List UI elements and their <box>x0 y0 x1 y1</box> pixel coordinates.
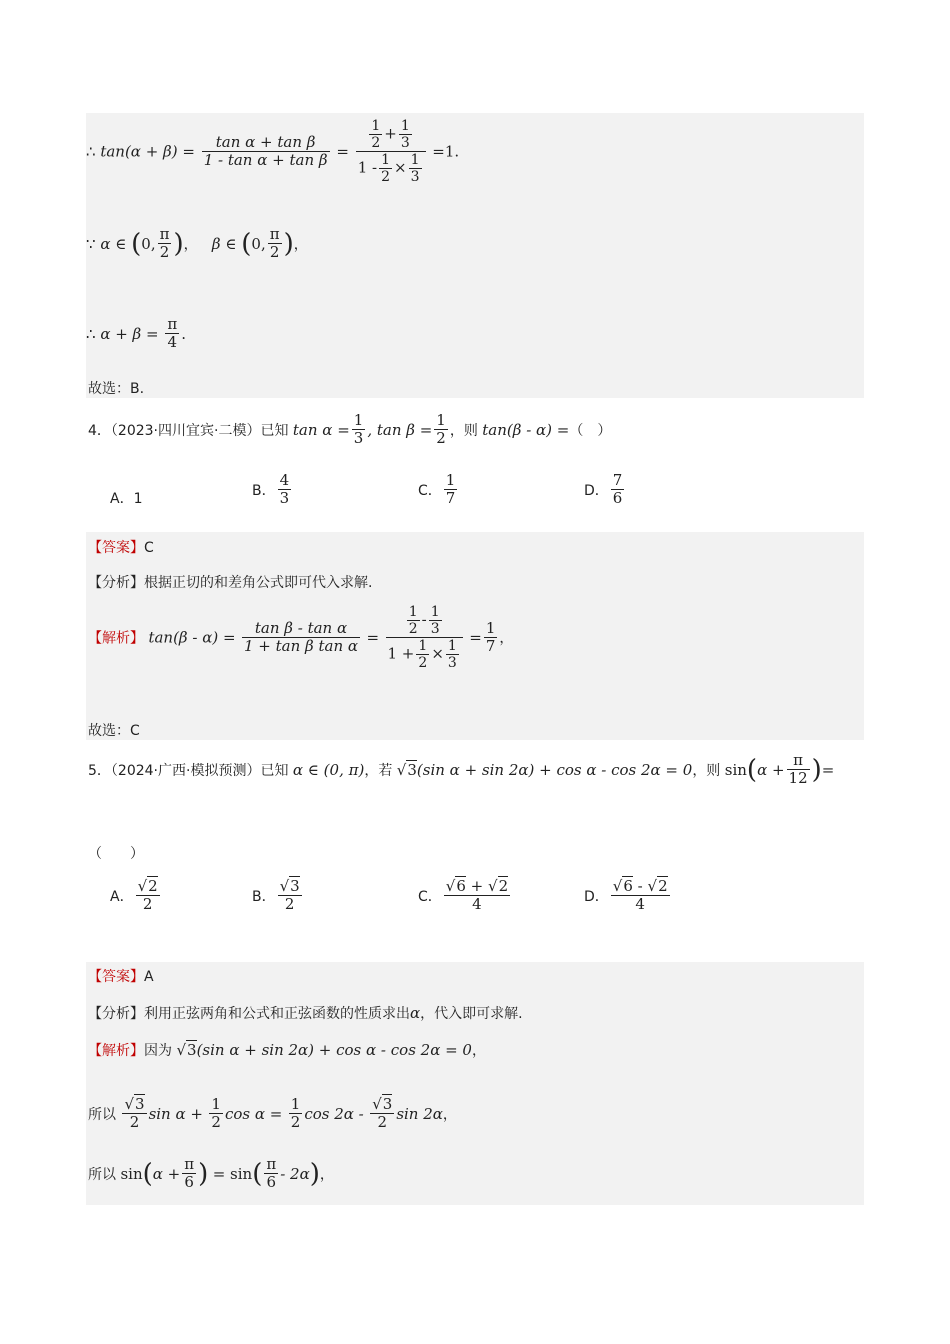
q5-solution-line3: 所以 sin(α + $\frac{\pi}{6}$ ) = sin( $\frac{\pi}{6}$ - 2α)， <box>88 1155 334 1192</box>
q5-answer: 【答案】A <box>88 969 154 985</box>
q5-solution-line1: 【解析】因为 √3(sin α + sin 2α) + cos α - cos 2α = 0， <box>88 1041 486 1059</box>
q3-lhs: tan(α + β) = <box>100 142 195 161</box>
q4-option-a[interactable]: A．1 <box>110 491 143 507</box>
q3-line3: ∴ α + β = $\frac{\pi}{4}$ . <box>86 315 186 352</box>
q4-analysis: 【分析】根据正切的和差角公式即可代入求解. <box>88 575 373 591</box>
q5-option-d[interactable]: D． $\frac{√6 - √2}{4}$ <box>584 877 668 914</box>
q5-blank: （ ） <box>88 846 144 862</box>
q4-option-d[interactable]: D． $\frac{7}{6}$ <box>584 471 623 508</box>
q5-solution-line2: 所以 $\frac{√3}{2}$ sin α + $\frac{1}{2}$ cos α = $\frac{1}{2}$ cos 2α - $\frac{√3}{2}$ sin 2α， <box>88 1095 457 1132</box>
q4-choice: 故选：C <box>88 723 140 739</box>
q3-line2: ∵ α ∈ (0, $\frac{\pi}{2}$ )， β ∈ (0, $\frac{\pi}{2}$ )， <box>86 225 308 262</box>
therefore-symbol: ∴ <box>86 142 96 161</box>
q3-line1: ∴ tan(α + β) = $\frac{\text{tan α + tan β}}{\text{1 - tan α + tan β}}$ = $\frac{1}{2}$ + $\frac{1}{3}$ 1 - $\frac{1}{2}$ × $\frac{1}{3}$ =1. <box>86 118 460 186</box>
q4-option-c[interactable]: C． $\frac{1}{7}$ <box>418 471 456 508</box>
q4-stem: 4．（2023·四川宜宾·二模）已知 tan α = $\frac{1}{3}$ , tan β = $\frac{1}{2}$ ，则 tan(β - α) =（ ） <box>88 411 612 448</box>
q3-choice: 故选：B. <box>88 381 145 397</box>
q5-analysis: 【分析】利用正弦两角和公式和正弦函数的性质求出α，代入即可求解. <box>88 1004 523 1022</box>
q3-big-frac: $\frac{1}{2}$ + $\frac{1}{3}$ 1 - $\frac{1}{2}$ × $\frac{1}{3}$ <box>356 118 426 185</box>
q5-option-c[interactable]: C． $\frac{√6 + √2}{4}$ <box>418 877 509 914</box>
q4-answer: 【答案】C <box>88 540 154 556</box>
q5-stem: 5．（2024·广西·模拟预测）已知 α ∈ (0, π)，若 √3(sin α + sin 2α) + cos α - cos 2α = 0，则 sin(α + $\frac{\pi}{12}$ )= <box>88 751 835 788</box>
q3-frac: $\frac{\text{tan α + tan β}}{\text{1 - tan α + tan β}}$ <box>203 132 328 170</box>
q4-option-b[interactable]: B． $\frac{4}{3}$ <box>252 471 290 508</box>
q5-option-a[interactable]: A． $\frac{√2}{2}$ <box>110 877 158 914</box>
q5-option-b[interactable]: B． $\frac{√3}{2}$ <box>252 877 300 914</box>
q4-solution: 【解析】 tan(β - α) = $\frac{\text{tan β - tan α}}{\text{1 + tan β tan α}}$ = $\frac{1}{2}$ - $\frac{1}{3}$ 1 + $\frac{1}{2}$ × $\frac{1}{3}$ = $\frac{1}{7}$ ， <box>88 604 514 672</box>
